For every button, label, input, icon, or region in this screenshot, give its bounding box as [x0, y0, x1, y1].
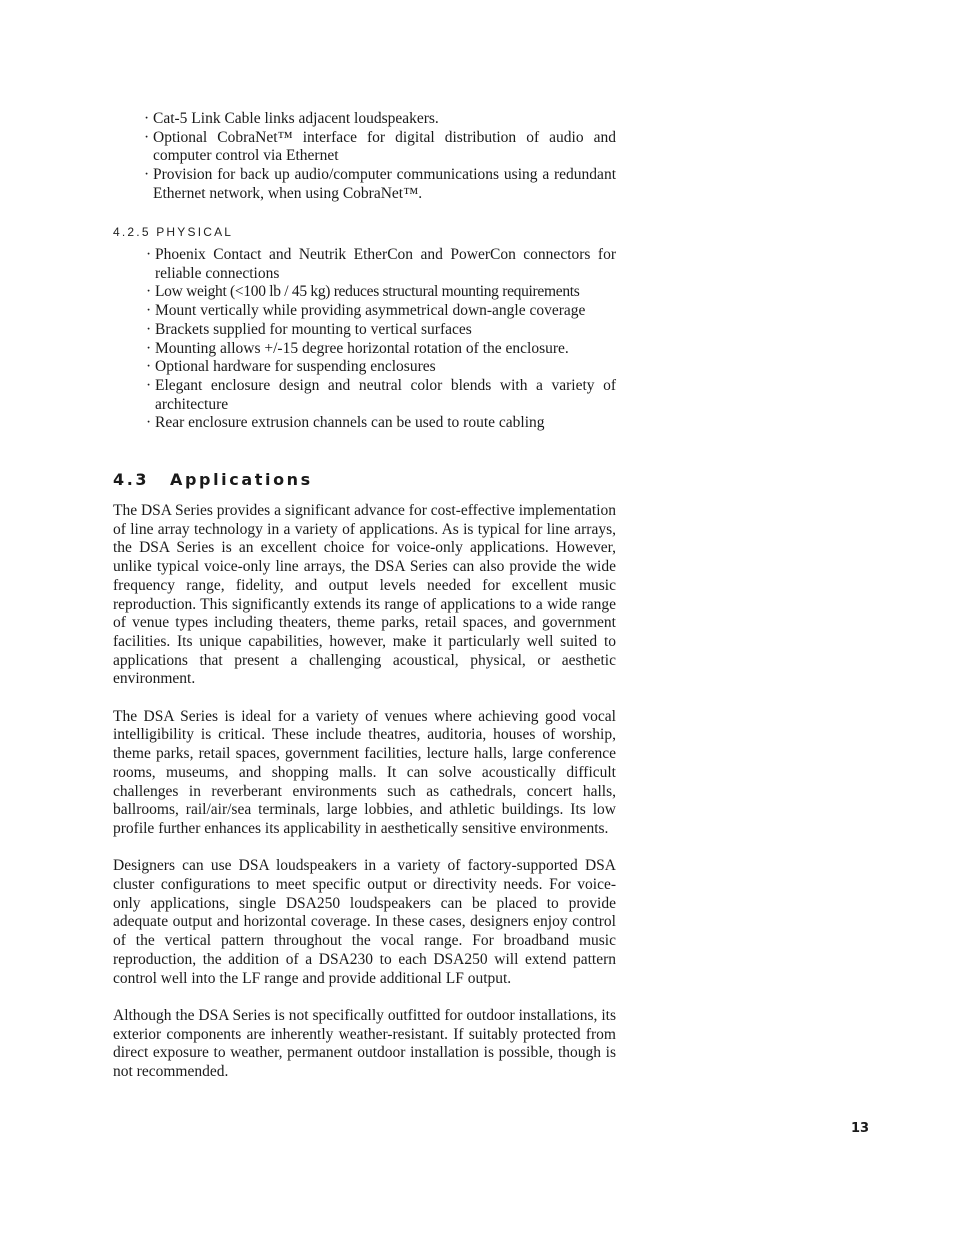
physical-feature-list [146, 246, 616, 433]
list-item: · Low weight (<100 lb / 45 kg) reduces structural mounting requirements [146, 283, 580, 301]
list-item: · Cat-5 Link Cable links adjacent loudspeakers. [144, 110, 439, 127]
list-item: · Optional hardware for suspending enclosures [146, 358, 436, 376]
list-item: · Brackets supplied for mounting to vertical surfaces [146, 320, 472, 338]
list-item: · Phoenix Contact and Neutrik EtherCon and PowerCon connectors for reliable connections [146, 246, 616, 282]
physical-subheading: 4.2.5 PHYSICAL [113, 225, 234, 239]
paragraph: Although the DSA Series is not specifically outfitted for outdoor installations, its exterior components are inherently weather-resistant. If suitably protected from direct exposure to weather, permanent outdoor installation is possible, though is not recommended. [113, 1006, 616, 1081]
paragraph: Designers can use DSA loudspeakers in a variety of factory-supported DSA cluster configurations to meet specific output or directivity needs. For voice-only applications, single DSA250 loudspeakers can be placed to provide adequate output and horizontal coverage. In these cases, designers enjoy control of the vertical pattern throughout the vocal range. For broadband music reproduction, the addition of a DSA230 to each DSA250 will extend pattern control well into the LF range and provide additional LF output. [113, 857, 616, 987]
list-item: · Rear enclosure extrusion channels can be used to route cabling [146, 414, 545, 432]
network-feature-list [144, 110, 616, 204]
paragraph: The DSA Series is ideal for a variety of venues where achieving good vocal intelligibility is critical. These include theatres, auditoria, houses of worship, theme parks, retail spaces, government facilities, lecture halls, large conference rooms, museums, and shopping malls. It can solve acoustically difficult challenges in reverberant environments such as cathedrals, concert halls, ballrooms, rail/air/sea terminals, large lobbies, and athletic buildings. Its low profile further enhances its applicability in aesthetically sensitive environments. [113, 707, 616, 837]
applications-heading [113, 470, 313, 489]
list-item: · Mounting allows +/-15 degree horizontal rotation of the enclosure. [146, 339, 569, 357]
list-item: · Provision for back up audio/computer communications using a redundant Ethernet network, when using CobraNet™. [144, 166, 616, 202]
list-item: · Optional CobraNet™ interface for digital distribution of audio and computer control via Ethernet [144, 128, 616, 165]
section-title: Applications [170, 470, 313, 489]
page-number: 13 [851, 1121, 870, 1136]
applications-body [113, 502, 616, 1100]
list-item: · Mount vertically while providing asymmetrical down-angle coverage [146, 302, 586, 320]
paragraph: The DSA Series provides a significant advance for cost-effective implementation of line array technology in a variety of applications. As is typical for line arrays, the DSA Series is an excellent choice for voice-only applications. However, unlike typical voice-only line arrays, the DSA Series can also provide the wide frequency range, fidelity, and output levels needed for excellent music reproduction. This significantly extends its range of applications to a wide range of venue types including theaters, theme parks, retail spaces, and government facilities. Its unique capabilities, however, make it particularly well suited to applications that present a challenging acoustical, physical, or aesthetic environment. [113, 502, 616, 688]
section-number: 4.3 [113, 470, 150, 489]
list-item: · Elegant enclosure design and neutral color blends with a variety of architecture [146, 376, 616, 413]
